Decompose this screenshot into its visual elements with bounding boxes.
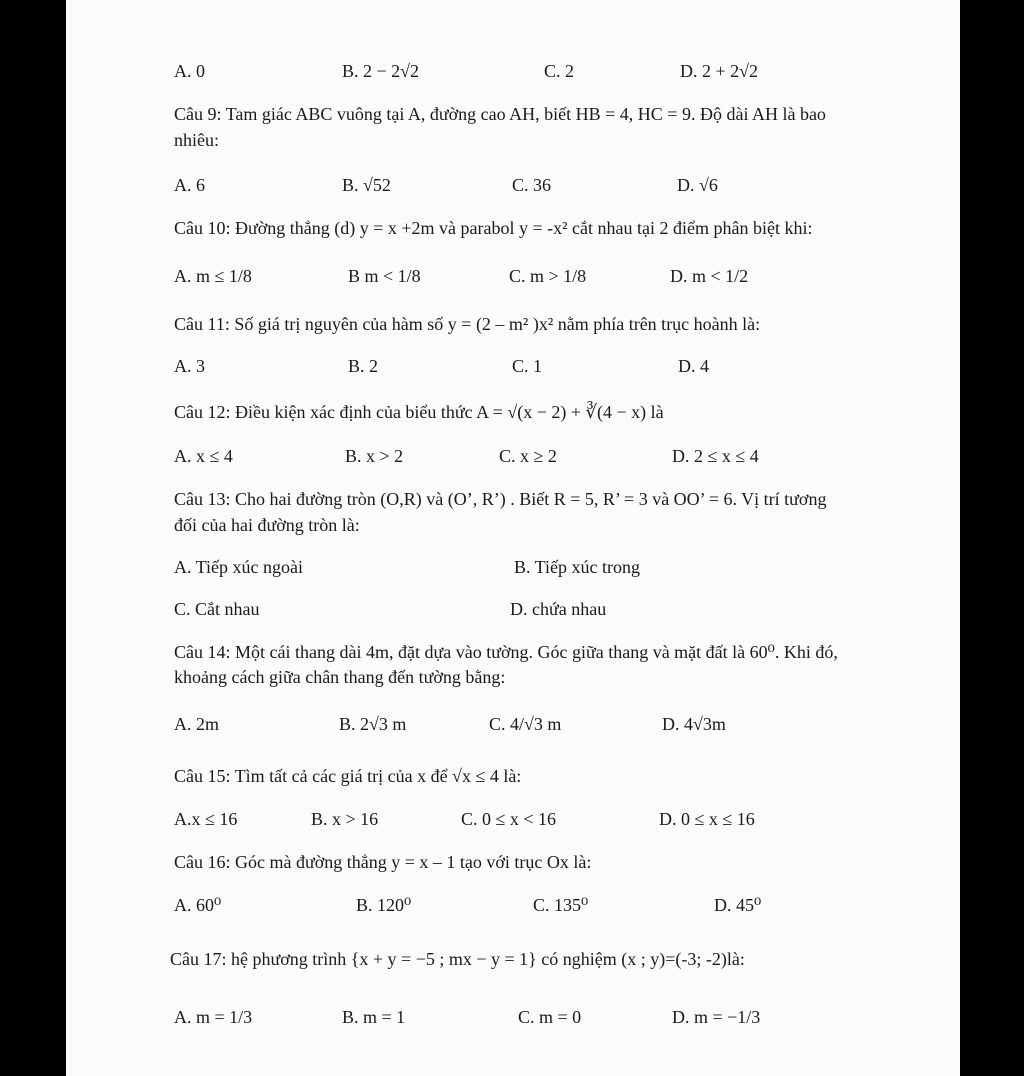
q14-option-c: C. 4/√3 m [489, 714, 562, 734]
q11-option-c: C. 1 [512, 356, 543, 376]
q14-option-b: B. 2√3 m [339, 714, 407, 734]
q12-question: Câu 12: Điều kiện xác định của biểu thức A = √(x − 2) + ∛(4 − x) là [174, 402, 664, 422]
q13-question-line1: Câu 13: Cho hai đường tròn (O,R) và (O’, R’) . Biết R = 5, R’ = 3 và OO’ = 6. Vị trí tương [174, 489, 827, 509]
q14-question-line1: Câu 14: Một cái thang dài 4m, đặt dựa vào tường. Góc giữa thang và mặt đất là 60⁰. Khi đó, [174, 642, 838, 662]
q11-question: Câu 11: Số giá trị nguyên của hàm số y = (2 – m² )x² nằm phía trên trục hoành là: [174, 314, 761, 334]
q15-question: Câu 15: Tìm tất cả các giá trị của x để √x ≤ 4 là: [174, 766, 522, 786]
q13-option-b: B. Tiếp xúc trong [514, 557, 641, 577]
q11-option-a: A. 3 [174, 356, 205, 376]
q17-option-a: A. m = 1/3 [174, 1007, 253, 1027]
q16-option-b: B. 120⁰ [356, 895, 412, 915]
q16-option-d: D. 45⁰ [714, 895, 762, 915]
q13-question-line2: đối của hai đường tròn là: [174, 515, 360, 535]
q13-option-d: D. chứa nhau [510, 599, 607, 619]
q12-option-a: A. x ≤ 4 [174, 446, 233, 466]
q12-option-d: D. 2 ≤ x ≤ 4 [672, 446, 759, 466]
q9-question-line2: nhiêu: [174, 130, 219, 150]
q12-option-c: C. x ≥ 2 [499, 446, 557, 466]
q17-question: Câu 17: hệ phương trình {x + y = −5 ; mx − y = 1} có nghiệm (x ; y)=(-3; -2)là: [170, 949, 745, 969]
q16-option-a: A. 60⁰ [174, 895, 222, 915]
q9-option-b: B. √52 [342, 175, 391, 195]
q11-option-d: D. 4 [678, 356, 709, 376]
q17-option-d: D. m = −1/3 [672, 1007, 761, 1027]
q14-question-line2: khoảng cách giữa chân thang đến tường bằng: [174, 667, 506, 687]
q14-option-d: D. 4√3m [662, 714, 726, 734]
q15-option-b: B. x > 16 [311, 809, 379, 829]
q8-option-c: C. 2 [544, 61, 575, 81]
q9-option-d: D. √6 [677, 175, 718, 195]
q17-option-c: C. m = 0 [518, 1007, 582, 1027]
q15-option-c: C. 0 ≤ x < 16 [461, 809, 557, 829]
exam-page [66, 0, 960, 1076]
q13-option-c: C. Cắt nhau [174, 599, 260, 619]
q10-option-b: B m < 1/8 [348, 266, 421, 286]
q8-option-a: A. 0 [174, 61, 205, 81]
q9-option-a: A. 6 [174, 175, 205, 195]
q10-option-d: D. m < 1/2 [670, 266, 749, 286]
q11-option-b: B. 2 [348, 356, 379, 376]
q17-option-b: B. m = 1 [342, 1007, 406, 1027]
q10-option-a: A. m ≤ 1/8 [174, 266, 252, 286]
q8-option-d: D. 2 + 2√2 [680, 61, 759, 81]
q10-option-c: C. m > 1/8 [509, 266, 587, 286]
q15-option-d: D. 0 ≤ x ≤ 16 [659, 809, 755, 829]
q16-question: Câu 16: Góc mà đường thẳng y = x – 1 tạo với trục Ox là: [174, 852, 592, 872]
q12-option-b: B. x > 2 [345, 446, 404, 466]
q16-option-c: C. 135⁰ [533, 895, 589, 915]
q8-option-b: B. 2 − 2√2 [342, 61, 420, 81]
q9-question-line1: Câu 9: Tam giác ABC vuông tại A, đường cao AH, biết HB = 4, HC = 9. Độ dài AH là bao [174, 104, 826, 124]
q13-option-a: A. Tiếp xúc ngoài [174, 557, 304, 577]
q14-option-a: A. 2m [174, 714, 219, 734]
q9-option-c: C. 36 [512, 175, 552, 195]
q15-option-a: A.x ≤ 16 [174, 809, 238, 829]
q10-question: Câu 10: Đường thẳng (d) y = x +2m và parabol y = -x² cắt nhau tại 2 điểm phân biệt khi: [174, 218, 813, 238]
